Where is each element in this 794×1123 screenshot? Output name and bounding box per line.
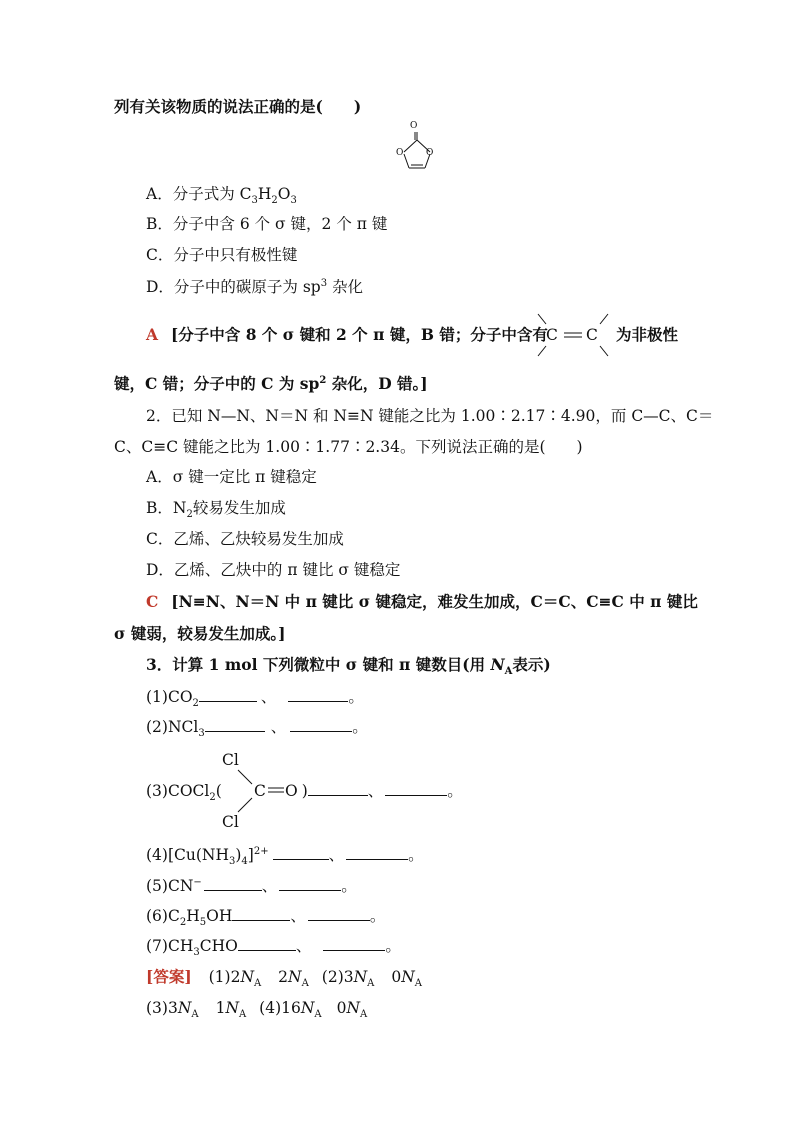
q3-item-4: $(4)[Cu(NH_3)_4]^{2+}$ 、 。: [146, 845, 424, 868]
q3-item-1-blank-pi[interactable]: [288, 687, 348, 702]
q1-answer-line1: A [分子中含 8 个 σ 键和 2 个 π 键，B 错；分子中含有: [146, 325, 548, 344]
q1-answer-letter: A: [146, 325, 159, 344]
q3-item-7-blank-pi[interactable]: [323, 936, 385, 951]
q3-item-6: $(6)C_2H_5OH$ 、 。: [146, 907, 386, 929]
q2-stem-line1: 2．已知 N—N、N＝N 和 N≡N 键能之比为 1.00∶2.17∶4.90，而 C—C、C＝: [146, 407, 714, 425]
molecule-atom-o-left: O: [396, 148, 404, 158]
q3-item-6-blank-sigma[interactable]: [232, 906, 290, 921]
q2-option-a: A．σ 键一定比 π 键稳定: [146, 468, 317, 486]
q2-option-c: C．乙烯、乙炔较易发生加成: [146, 530, 344, 548]
q2-stem-line2: C、C≡C 键能之比为 1.00∶1.77∶2.34。下列说法正确的是( ): [114, 438, 583, 456]
q1-option-a: A．分子式为 $C_3H_2O_3$: [146, 185, 297, 207]
q2-answer-line2: σ 键弱，较易发生加成。]: [114, 624, 286, 643]
alkene-structure: [530, 310, 615, 360]
q3-item-4-blank-pi[interactable]: [346, 845, 408, 860]
q3-item-2-blank-sigma[interactable]: [205, 717, 265, 732]
q3-item-5: (5)CN− 、 。: [146, 876, 357, 895]
cocl2-cl-bottom: Cl: [222, 813, 239, 831]
molecule-atom-o-right: O: [426, 148, 434, 158]
cocl2-cl-top: Cl: [222, 751, 239, 769]
q3-item-3-blank-pi[interactable]: [385, 781, 447, 796]
q3-item-4-blank-sigma[interactable]: [273, 845, 329, 860]
q3-stem: 3．计算 1 mol 下列微粒中 σ 键和 π 键数目(用 $N_A$表示): [146, 655, 551, 678]
alkene-c-right: C: [586, 326, 598, 344]
q2-answer-letter: C: [146, 592, 159, 611]
q1-option-d: D．分子中的碳原子为 $sp^3$ 杂化: [146, 277, 364, 296]
q3-item-3: (3)COCl$_2$(: [146, 782, 222, 804]
q3-item-6-blank-pi[interactable]: [308, 906, 370, 921]
q3-item-2: (2)NCl$_3$ 、 。: [146, 718, 368, 740]
q3-item-7: $(7)CH_3CHO$ 、 。: [146, 937, 401, 959]
q3-item-3-blank-sigma[interactable]: [308, 781, 368, 796]
q3-item-5-blank-sigma[interactable]: [204, 876, 262, 891]
q1-answer-line2: 键，C 错；分子中的 C 为 $sp^2$ 杂化，D 错。]: [114, 374, 428, 393]
q1-answer-line1-end: 为非极性: [616, 325, 679, 344]
q3-item-1-blank-sigma[interactable]: [199, 687, 257, 702]
cocl2-c: C: [254, 782, 266, 800]
intro-line: 列有关该物质的说法正确的是( ): [114, 97, 362, 116]
q1-option-c: C．分子中只有极性键: [146, 246, 298, 264]
q2-answer-line1: C [N≡N、N＝N 中 π 键比 σ 键稳定，难发生加成，C＝C、C≡C 中 π 键比: [146, 592, 698, 611]
q3-item-5-blank-pi[interactable]: [279, 876, 341, 891]
q3-answer-label: [答案]: [146, 967, 192, 986]
q3-answer-line1: [答案] $(1)2N_A$ $2N_A$ $(2)3N_A$ $0N_A$: [146, 967, 423, 990]
alkene-c-left: C: [546, 326, 558, 344]
q3-item-1: $(1)CO_2$ 、 。: [146, 688, 364, 710]
q3-item-2-blank-pi[interactable]: [290, 717, 352, 732]
q3-item-7-blank-sigma[interactable]: [238, 936, 296, 951]
q2-option-b: B．$N_2$较易发生加成: [146, 499, 286, 521]
q3-answer-line2: $(3)3N_A$ $1N_A$ $(4)16N_A$ $0N_A$: [146, 999, 368, 1021]
q3-item-3-tail: O ) 、 。: [285, 782, 463, 800]
q1-option-b: B．分子中含 6 个 σ 键，2 个 π 键: [146, 215, 388, 233]
molecule-atom-o-top: O: [410, 121, 418, 131]
q2-option-d: D．乙烯、乙炔中的 π 键比 σ 键稳定: [146, 561, 401, 579]
